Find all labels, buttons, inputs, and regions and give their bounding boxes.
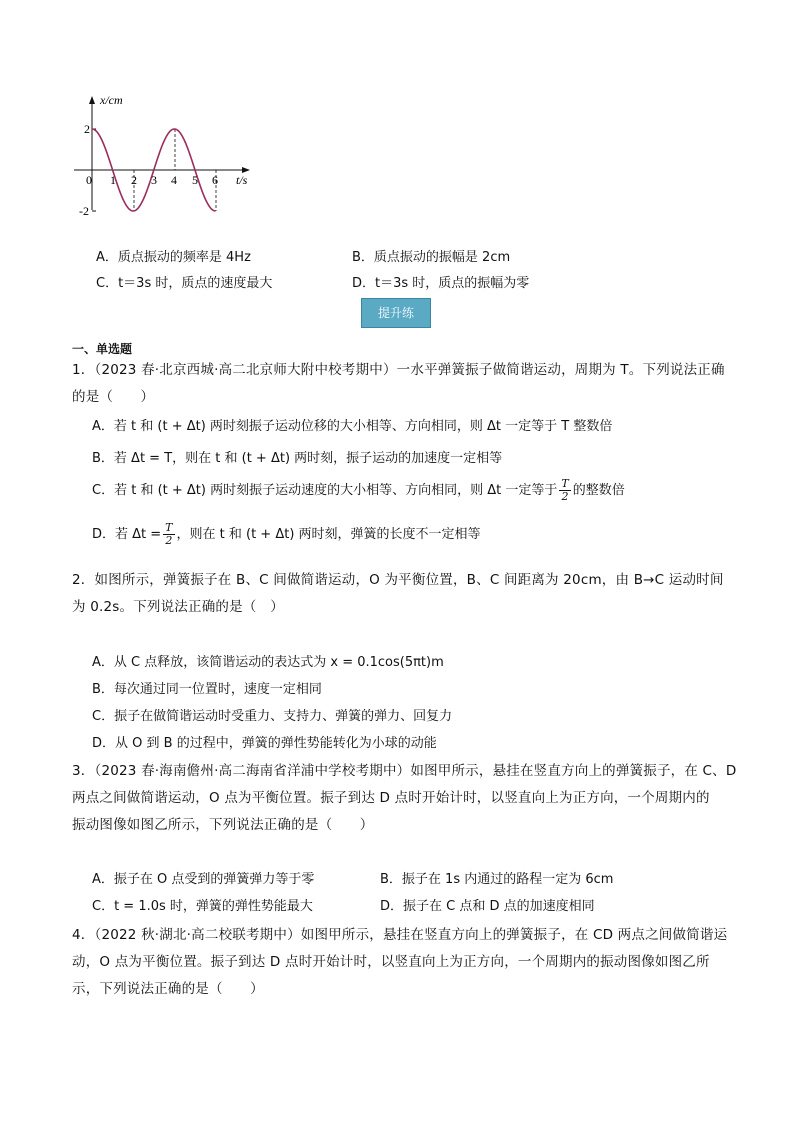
origin-label: 0	[86, 173, 92, 187]
q1-option-c	[92, 478, 625, 503]
q3-option-c: C．t = 1.0s 时，弹簧的弹性势能最大	[92, 899, 313, 914]
q3-option-d: D．振子在 C 点和 D 点的加速度相同	[380, 899, 595, 914]
y-tick-label-2: 2	[84, 122, 90, 136]
q4-line2: 动，O 点为平衡位置。振子到达 D 点时开始计时，以竖直向上为正方向，一个周期内的振动图像如图乙所	[72, 954, 710, 970]
q3-line3: 振动图像如图乙所示，下列说法正确的是（ ）	[72, 817, 374, 833]
q2-line1: 2．如图所示，弹簧振子在 B、C 间做简谐运动，O 为平衡位置，B、C 间距离为 20cm，由 B→C 运动时间	[72, 572, 724, 588]
x-tick-label-2: 2	[131, 173, 137, 187]
improve-practice-button[interactable]: 提升练	[361, 298, 431, 328]
q1-option-c-fraction	[559, 478, 570, 503]
q2-option-c: C．振子在做简谐运动时受重力、支持力、弹簧的弹力、回复力	[92, 709, 453, 724]
q2-option-d: D．从 O 到 B 的过程中，弹簧的弹性势能转化为小球的动能	[92, 736, 437, 751]
x-tick-label-5: 5	[192, 173, 198, 187]
fraction-numerator: T	[165, 521, 173, 534]
x-tick-label-6: 6	[212, 173, 218, 187]
top-option-d: D．t＝3s 时，质点的振幅为零	[352, 276, 530, 291]
section-title: 一、单选题	[72, 342, 133, 356]
q2-option-a: A．从 C 点释放，该简谐运动的表达式为 x = 0.1cos(5πt)m	[92, 655, 444, 670]
q2-line2: 为 0.2s。下列说法正确的是（ ）	[72, 599, 284, 615]
q1-option-d	[92, 522, 481, 547]
x-tick-label-4: 4	[171, 173, 177, 187]
y-axis-label: x/cm	[100, 93, 123, 107]
q1-option-d-fraction	[163, 522, 174, 547]
top-option-c: C．t＝3s 时，质点的速度最大	[96, 276, 273, 291]
top-option-a: A．质点振动的频率是 4Hz	[96, 250, 251, 265]
x-axis-label: t/s	[236, 173, 248, 187]
q1-option-a: A．若 t 和 (t + Δt) 两时刻振子运动位移的大小相等、方向相同，则 Δt 一定等于 T 整数倍	[92, 419, 613, 434]
fraction-denominator: 2	[165, 534, 173, 547]
x-tick-label-1: 1	[110, 173, 116, 187]
vibration-graph	[70, 88, 270, 228]
q1-line1: 1．（2023 春·北京西城·高二北京师大附中校考期中）一水平弹簧振子做简谐运动，周期为 T。下列说法正确	[72, 362, 725, 378]
q3-option-b: B．振子在 1s 内通过的路程一定为 6cm	[380, 872, 614, 887]
fraction-denominator: 2	[561, 490, 569, 503]
q2-option-b: B．每次通过同一位置时，速度一定相同	[92, 682, 322, 697]
top-option-b: B．质点振动的振幅是 2cm	[352, 250, 511, 265]
q3-option-a: A．振子在 O 点受到的弹簧弹力等于零	[92, 872, 315, 887]
q3-line2: 两点之间做简谐运动，O 点为平衡位置。振子到达 D 点时开始计时，以竖直向上为正方向，一个周期内的	[72, 790, 710, 806]
q4-line1: 4．（2022 秋·湖北·高二校联考期中）如图甲所示，悬挂在竖直方向上的弹簧振子，在 CD 两点之间做简谐运	[72, 927, 728, 943]
q1-option-c-text: C．若 t 和 (t + Δt) 两时刻振子运动速度的大小相等、方向相同，则 Δt 一定等于	[92, 483, 558, 498]
x-tick-label-3: 3	[151, 173, 157, 187]
fraction-numerator: T	[561, 477, 569, 490]
q1-option-d-tail: ，则在 t 和 (t + Δt) 两时刻，弹簧的长度不一定相等	[176, 527, 481, 542]
q3-line1: 3．（2023 春·海南儋州·高二海南省洋浦中学校考期中）如图甲所示，悬挂在竖直方向上的弹簧振子，在 C、D	[72, 763, 737, 779]
y-axis-arrow	[89, 96, 95, 104]
q1-option-b: B．若 Δt = T，则在 t 和 (t + Δt) 两时刻，振子运动的加速度一定相等	[92, 451, 503, 466]
y-tick-label-neg2: -2	[79, 204, 89, 218]
q1-line2: 的是（ ）	[72, 389, 155, 405]
q1-option-d-text: D．若 Δt =	[92, 527, 162, 542]
q4-line3: 示，下列说法正确的是（ ）	[72, 981, 264, 997]
q1-option-c-tail: 的整数倍	[572, 483, 625, 498]
